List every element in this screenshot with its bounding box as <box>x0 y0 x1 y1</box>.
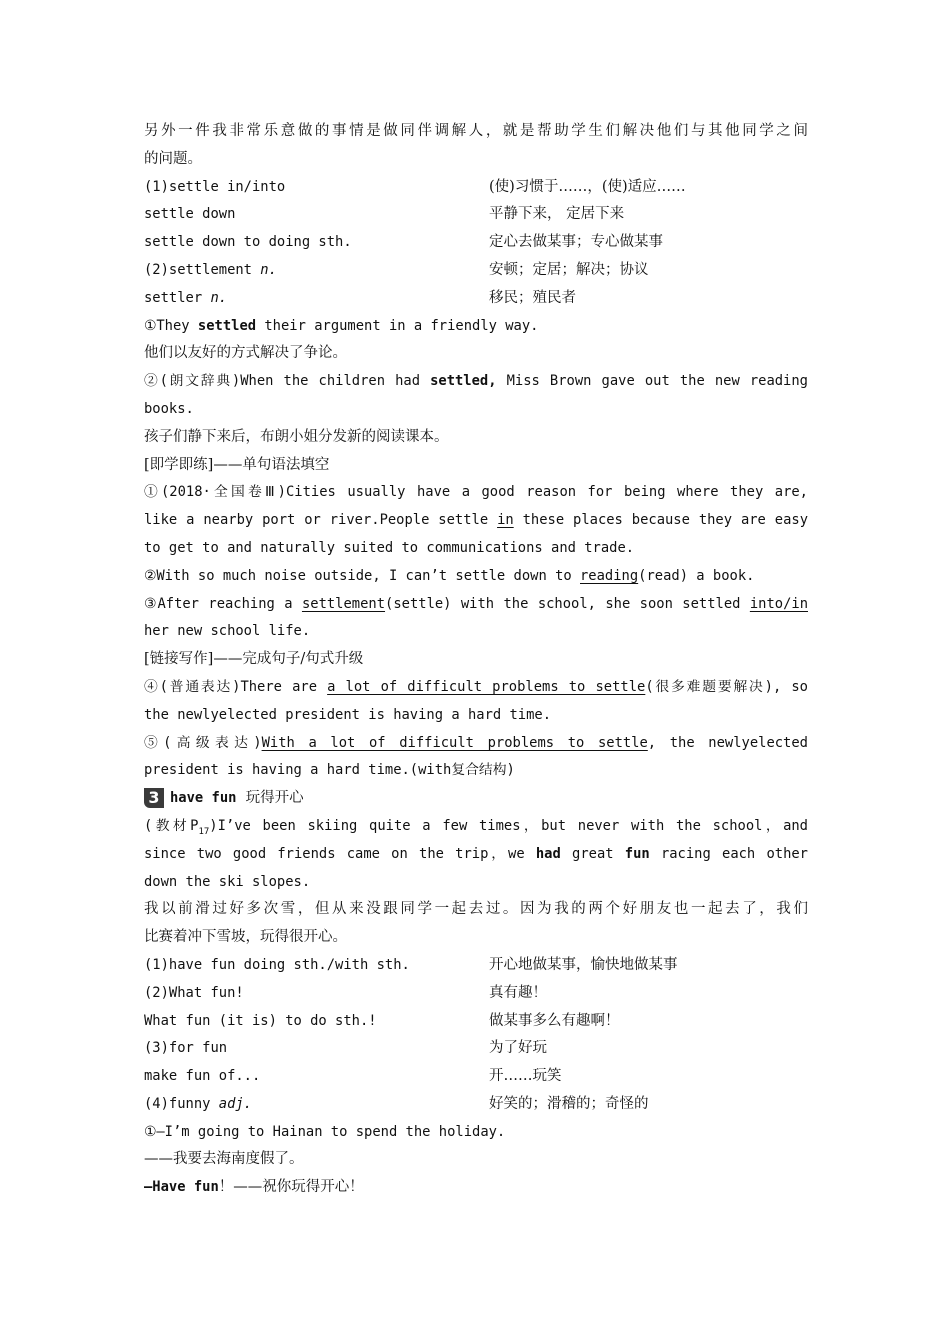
textbook-line-1 <box>144 813 808 841</box>
usage-cn: 平静下来， 定居下来 <box>489 206 625 223</box>
usage-en <box>144 285 489 313</box>
text: ①They <box>144 317 198 334</box>
text: ⑤(高级表达) <box>144 734 262 751</box>
textbook-translation-2: 比赛着冲下雪坡，玩得很开心。 <box>144 929 347 946</box>
answer: into/in <box>749 595 808 612</box>
usage-row <box>144 285 808 313</box>
keyword: fun <box>624 845 650 862</box>
text: ②With so much noise outside, I can’t settle down to <box>144 567 580 584</box>
section-number-icon: 3 <box>144 788 164 808</box>
example-2-translation: 孩子们静下来后，布朗小姐分发新的阅读课本。 <box>144 428 449 445</box>
text: (settle) with the school, she soon settled <box>385 595 750 612</box>
section-3-heading <box>144 785 808 813</box>
textbook-line-2 <box>144 841 808 869</box>
part-of-speech: n. <box>210 289 228 306</box>
writing-4-cont: the newlyelected president is having a hard time. <box>144 706 552 723</box>
text: ④(普通表达)There are <box>144 678 328 695</box>
text: racing each other <box>649 845 808 862</box>
example-2 <box>144 368 808 396</box>
usage-row <box>144 1035 808 1063</box>
document-page <box>144 118 808 1202</box>
usage-cn: 定心去做某事；专心做某事 <box>489 234 663 251</box>
answer: reading <box>580 567 639 584</box>
usage-row <box>144 1008 808 1036</box>
text: )I’ve been skiing quite a few times，but never with the school，and <box>209 817 808 834</box>
text: great <box>560 845 625 862</box>
usage-en: (1)have fun doing sth./with sth. <box>144 956 410 973</box>
usage-en-word: (4)funny <box>144 1095 219 1112</box>
drill-1-line-3: to get to and naturally suited to communications and trade. <box>144 539 635 556</box>
drill-3-cont: her new school life. <box>144 623 311 640</box>
drill-heading: [即学即练]——单句语法填空 <box>144 456 330 473</box>
keyword: settled <box>197 317 257 334</box>
usage-row <box>144 257 808 285</box>
answer: a lot of difficult problems to settle <box>327 678 646 695</box>
keyword: had <box>535 845 561 862</box>
drill-2 <box>144 563 808 591</box>
usage-cn: 真有趣！ <box>489 984 547 1001</box>
answer: in <box>497 512 514 529</box>
usage-cn: (使)习惯于……，(使)适应…… <box>489 178 686 195</box>
drill-1-line-1: ①(2018·全国卷Ⅲ)Cities usually have a good reason for being where they are, <box>144 484 808 501</box>
text: their argument in a friendly way. <box>256 317 539 334</box>
usage-cn: 为了好玩 <box>489 1040 547 1057</box>
usage-row <box>144 174 808 202</box>
intro-line-1: 另外一件我非常乐意做的事情是做同伴调解人，就是帮助学生们解决他们与其他同学之间 <box>144 123 808 139</box>
usage-row <box>144 1091 808 1119</box>
usage-row <box>144 229 808 257</box>
keyword: —Have fun <box>144 1179 219 1196</box>
writing-5-cont: president is having a hard time.(with复合结构) <box>144 762 515 779</box>
usage-en-word: settler <box>144 289 211 306</box>
usage-en: settle down to doing sth. <box>144 234 352 251</box>
section-meaning: 玩得开心 <box>245 790 304 807</box>
usage-en: (3)for fun <box>144 1040 228 1057</box>
section-phrase: have fun <box>170 790 237 807</box>
part-of-speech: n. <box>260 261 277 278</box>
text: ！——祝你玩得开心！ <box>218 1179 364 1196</box>
usage-cn: 移民；殖民者 <box>489 289 576 306</box>
usage-en-word: (2)settlement <box>144 261 261 278</box>
answer: With a lot of difficult problems to settle <box>261 734 648 751</box>
usage-en <box>144 257 489 285</box>
writing-heading: [链接写作]——完成句子/句式升级 <box>144 651 364 668</box>
text: Miss Brown gave out the new reading <box>496 373 808 390</box>
usage-cn: 安顿；定居；解决；协议 <box>489 261 649 278</box>
usage-en: make fun of... <box>144 1068 261 1085</box>
usage-row <box>144 952 808 980</box>
example-1-translation: 他们以友好的方式解决了争论。 <box>144 345 347 362</box>
text: since two good friends came on the trip，we <box>144 845 536 862</box>
text: ③After reaching a <box>144 595 302 612</box>
intro-line-2: 的问题。 <box>144 150 202 167</box>
usage-row <box>144 201 808 229</box>
keyword: settled, <box>430 373 497 390</box>
textbook-translation-1: 我以前滑过好多次雪，但从来没跟同学一起去过。因为我的两个好朋友也一起去了，我们 <box>144 901 808 918</box>
drill-1-line-2 <box>144 507 808 535</box>
usage-cn: 开……玩笑 <box>489 1068 562 1085</box>
text: these places because they are easy <box>513 512 808 529</box>
text: ②(朗文辞典)When the children had <box>144 373 431 390</box>
page-ref: 17 <box>198 826 210 837</box>
text: like a nearby port or river.People settle <box>144 512 498 529</box>
usage-en: settle down <box>144 206 236 223</box>
usage-en: What fun (it is) to do sth.! <box>144 1012 377 1029</box>
dialog-line-2 <box>144 1174 808 1202</box>
writing-4 <box>144 674 808 702</box>
text: (很多难题要解决), so <box>645 678 808 695</box>
text: (read) a book. <box>638 567 755 584</box>
usage-en: (2)What fun! <box>144 984 244 1001</box>
dialog-line-1-translation: ——我要去海南度假了。 <box>144 1151 304 1168</box>
writing-5 <box>144 730 808 758</box>
usage-cn: 好笑的；滑稽的；奇怪的 <box>489 1095 649 1112</box>
usage-cn: 做某事多么有趣啊！ <box>489 1012 620 1029</box>
textbook-line-3: down the ski slopes. <box>144 873 311 890</box>
usage-en: (1)settle in/into <box>144 178 286 195</box>
drill-3 <box>144 591 808 619</box>
example-2-cont: books. <box>144 400 194 417</box>
dialog-line-1: ①—I’m going to Hainan to spend the holiday. <box>144 1123 506 1140</box>
usage-row <box>144 980 808 1008</box>
usage-en <box>144 1091 489 1119</box>
usage-row <box>144 1063 808 1091</box>
answer: settlement <box>301 595 386 612</box>
usage-cn: 开心地做某事，愉快地做某事 <box>489 956 678 973</box>
text: , the newlyelected <box>647 734 808 751</box>
text: (教材P <box>144 817 199 834</box>
example-1 <box>144 313 808 341</box>
part-of-speech: adj. <box>218 1095 252 1112</box>
